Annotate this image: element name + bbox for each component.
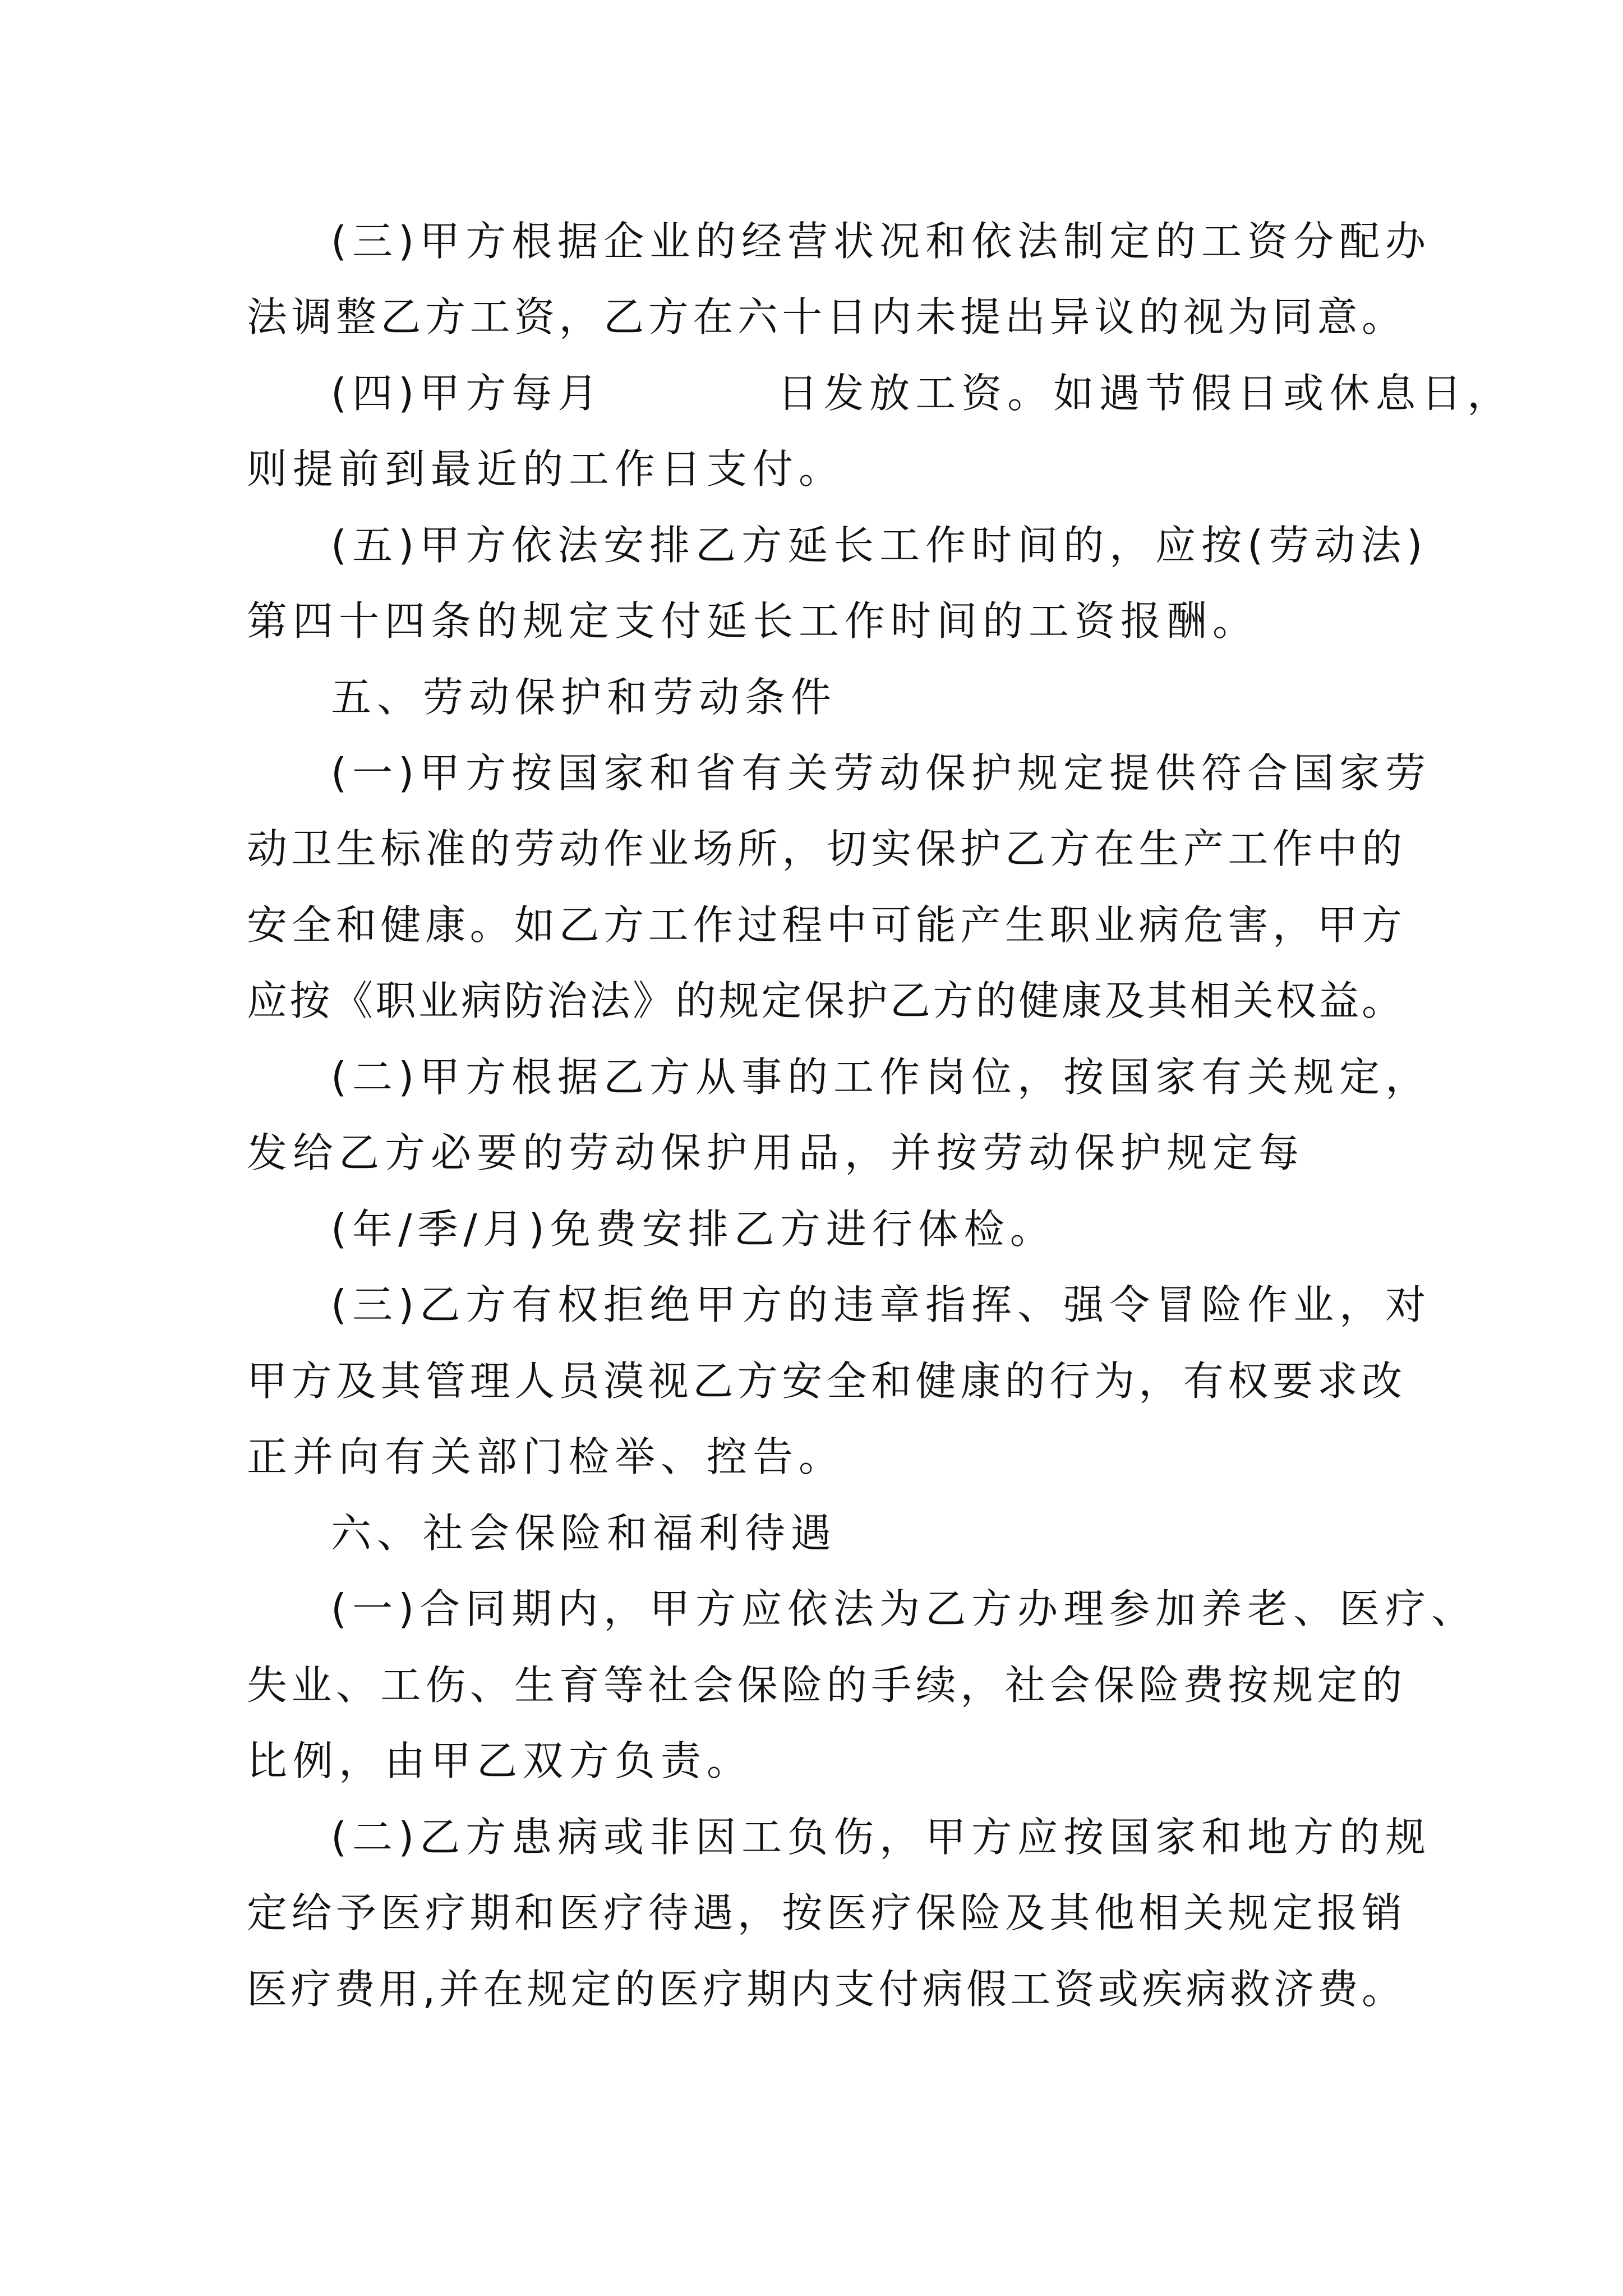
section-heading: 六、社会保险和福利待遇 (331, 1510, 837, 1557)
paragraph-line (331, 737, 1486, 809)
paragraph-line: 第四十四条的规定支付延长工作时间的工资报酬。 (247, 597, 1259, 645)
paragraph-line: 安全和健康。如乙方工作过程中可能产生职业病危害，甲方 (247, 901, 1402, 949)
section-heading: 五、劳动保护和劳动条件 (331, 674, 837, 721)
paragraph-line: 法调整乙方工资，乙方在六十日内未提出异议的视为同意。 (247, 293, 1402, 341)
line-text: (三)甲方根据企业的经营状况和依法制定的工资分配办 (331, 218, 1432, 265)
line-text: (五)甲方依法安排乙方延长工作时间的，应按(劳动法) (331, 522, 1428, 569)
paragraph-line: 发给乙方必要的劳动保护用品，并按劳动保护规定每 (247, 1129, 1305, 1176)
paragraph-line: 动卫生标准的劳动作业场所，切实保护乙方在生产工作中的 (247, 825, 1402, 872)
paragraph-line (331, 1572, 1486, 1645)
paragraph-line (331, 357, 1514, 430)
paragraph-line: 定给予医疗期和医疗待遇，按医疗保险及其他相关规定报销 (247, 1889, 1402, 1936)
paragraph-line (331, 1041, 1486, 1114)
paragraph-line: 应按《职业病防治法》的规定保护乙方的健康及其相关权益。 (247, 977, 1402, 1024)
line-text: (四)甲方每月 (331, 370, 604, 417)
paragraph-line (331, 205, 1486, 278)
line-text: (一)甲方按国家和省有关劳动保护规定提供符合国家劳 (331, 749, 1432, 797)
paragraph-line (331, 1268, 1486, 1341)
line-text: (二)乙方患病或非因工负伤，甲方应按国家和地方的规 (331, 1814, 1432, 1861)
paragraph-line: 则提前到最近的工作日支付。 (247, 445, 845, 493)
paragraph-line: 正并向有关部门检举、控告。 (247, 1433, 845, 1480)
line-text: 日发放工资。如遇节假日或休息日， (777, 370, 1514, 417)
paragraph-line: 甲方及其管理人员漠视乙方安全和健康的行为，有权要求改 (247, 1358, 1402, 1405)
paragraph-line (331, 1801, 1486, 1874)
paragraph-line: 失业、工伤、生育等社会保险的手续，社会保险费按规定的 (247, 1662, 1402, 1709)
paragraph-line: 医疗费用,并在规定的医疗期内支付病假工资或疾病救济费。 (247, 1966, 1402, 2013)
line-text: (二)甲方根据乙方从事的工作岗位，按国家有关规定， (331, 1053, 1432, 1101)
paragraph-line: 比例，由甲乙双方负责。 (247, 1737, 753, 1784)
line-text: (一)合同期内，甲方应依法为乙方办理参加养老、医疗、 (331, 1585, 1478, 1632)
line-text: (三)乙方有权拒绝甲方的违章指挥、强令冒险作业，对 (331, 1281, 1432, 1328)
paragraph-line: (年/季/月)免费安排乙方进行体检。 (331, 1205, 1056, 1253)
paragraph-line (331, 509, 1486, 582)
